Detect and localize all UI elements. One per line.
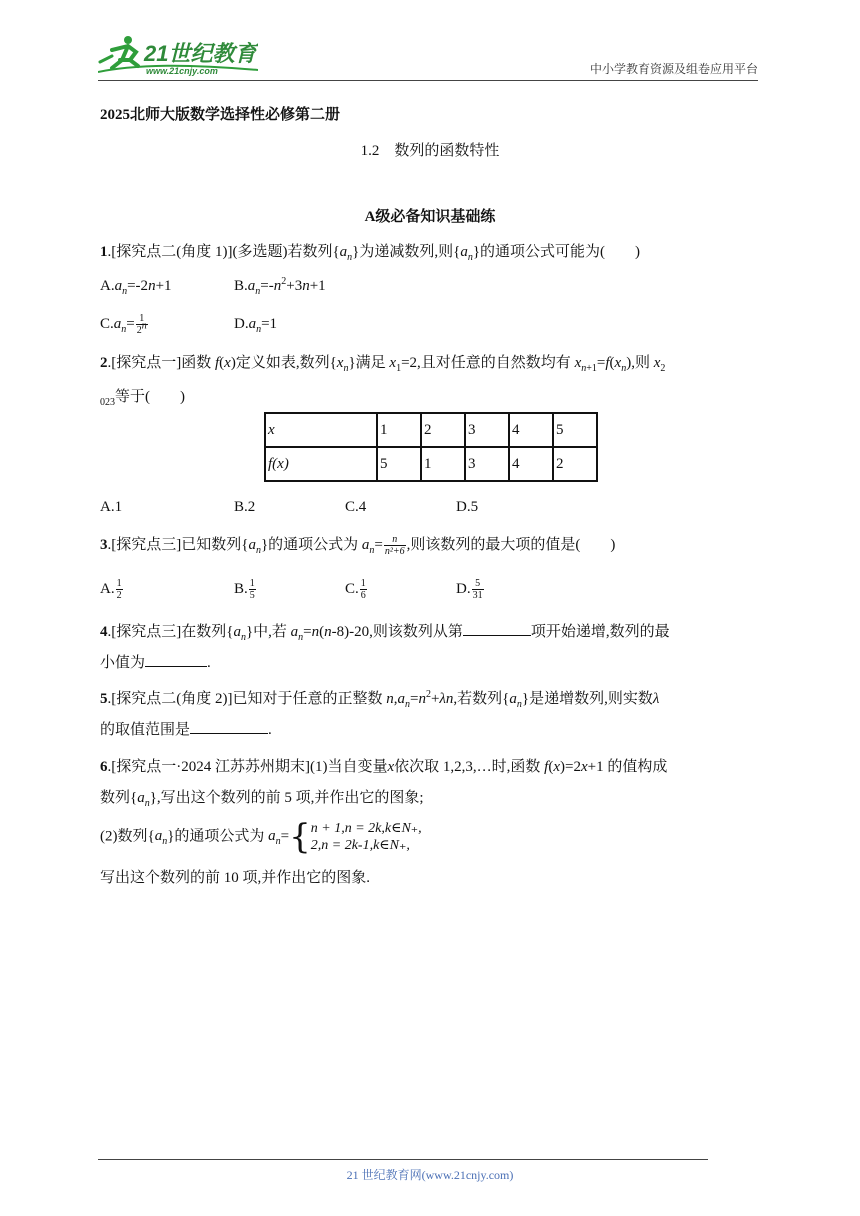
option-d[interactable]: D.5 (456, 499, 479, 515)
question-4-stem: 4.[探究点三]在数列$\{a_n\}$中,若 $a_n=n(n-8)-20$,则该数列从第 项开始递增,数列的最 (100, 621, 670, 643)
level-title: A级必备知识基础练 (364, 209, 496, 225)
footer-text: 21 世纪教育网(www.21cnjy.com) (346, 1168, 514, 1182)
header-divider (98, 80, 758, 81)
brace: { (289, 817, 311, 857)
question-5-stem-cont: 的取值范围是 . (100, 719, 272, 741)
option-c[interactable]: $C.a_n=$ $\frac{1}{2^n}$ (100, 313, 147, 337)
function-table (264, 412, 598, 482)
piecewise-cases: n + 1,n = 2k,k∈N₊, 2,n = 2k-1,k∈N₊, (310, 821, 422, 853)
question-1-options-cd (100, 313, 277, 336)
question-2-options (100, 496, 478, 518)
option-b[interactable]: B.2 (234, 499, 256, 515)
logo-text: 21世纪教育 (144, 41, 257, 66)
question-3-options (100, 578, 485, 601)
option-a[interactable]: $A.a_n=-2n+1$ (100, 278, 172, 297)
question-number: 1 (100, 244, 108, 260)
option-d[interactable]: D. $\frac{5}{31}$ (456, 578, 483, 602)
page-header (98, 34, 758, 80)
answer-blank[interactable] (463, 621, 531, 636)
question-4-stem-cont: 小值为 . (100, 652, 211, 674)
option-c[interactable]: C.4 (345, 499, 367, 515)
option-b[interactable]: $B.a_n=-n^2+3n+1$ (234, 276, 326, 297)
question-6-line2: 数列$\{a_n\}$,写出这个数列的前 5 项,并作出它的图象; (100, 790, 424, 809)
logo (98, 34, 258, 80)
runner-logo-icon (98, 34, 258, 80)
question-5-stem: 5.[探究点二(角度 2)]已知对于任意的正整数 $n,a_n=n^2+\lambda n$,若数列$\{a_n\}$是递增数列,则实数λ (100, 689, 660, 710)
option-d[interactable]: $D.a_n=1$ (234, 316, 278, 335)
option-a[interactable]: A.1 (100, 499, 123, 515)
header-tagline: 中小学教育资源及组卷应用平台 (589, 62, 758, 76)
question-2-stem: 2.[探究点一]函数 f(x)定义如表,数列$\{x_n\}$满足 $x_1=2$,且对任意的自然数均有 $x_{n+1}=f(x_n)$,则 $x_2$ (100, 355, 666, 374)
book-title: 2025北师大版数学选择性必修第二册 (100, 107, 341, 123)
question-3-stem: 3.[探究点三]已知数列$\{a_n\}$的通项公式为 $a_n=$ $\frac{n}{\text{n²+6}}$ ,则该数列的最大项的值是( ) (100, 534, 616, 558)
section-title-text: 1.2 数列的函数特性 (360, 143, 500, 159)
option-c[interactable]: C. $\frac{1}{6}$ (345, 578, 366, 602)
question-6-line4: 写出这个数列的前 10 项,并作出它的图象. (100, 870, 371, 886)
option-a[interactable]: A. $\frac{1}{2}$ (100, 578, 122, 602)
question-6-stem: 6.[探究点一·2024 江苏苏州期末](1)当自变量x依次取 1,2,3,…时,函数 f(x)=2x+1 的值构成 (100, 759, 668, 775)
question-1-stem: 1.[探究点二(角度 1)](多选题)若数列$\{a_n\}$为递减数列,则$\{a_n\}$的通项公式可能为( ) (100, 244, 641, 263)
answer-blank[interactable] (145, 652, 207, 667)
table-row: x 1 2 3 4 5 (265, 413, 597, 447)
option-b[interactable]: B. $\frac{1}{5}$ (234, 578, 255, 602)
table-row: f(x) 5 1 3 4 2 (265, 447, 597, 481)
answer-blank[interactable] (190, 719, 268, 734)
question-2-stem-cont: $_{023}$等于( ) (100, 389, 185, 408)
logo-url: www.21cnjy.com (146, 66, 218, 76)
section-title (0, 140, 860, 162)
footer-divider (98, 1159, 708, 1160)
question-1-options-ab (100, 275, 326, 297)
question-6-line3: (2)数列$\{a_n\}$的通项公式为 $a_n=${ n + 1,n = 2k,k∈N₊, 2,n = 2k-1,k∈N₊, (100, 817, 422, 857)
